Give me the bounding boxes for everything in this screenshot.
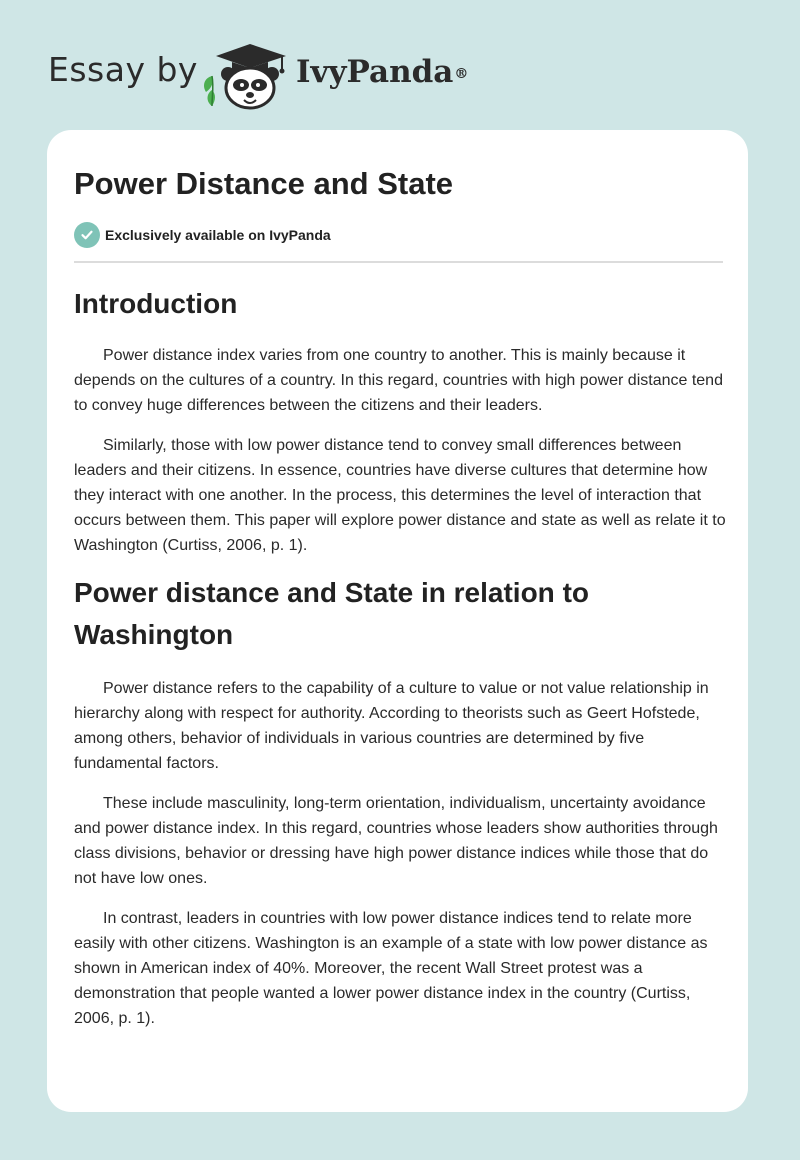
exclusive-badge xyxy=(74,222,331,248)
registered-mark: ® xyxy=(454,66,469,82)
article-body xyxy=(74,283,726,1031)
essay-card xyxy=(47,130,748,1112)
check-circle-icon xyxy=(74,222,100,248)
section-heading-power-distance: Power distance and State in relation to Washington xyxy=(74,577,589,650)
ivypanda-logo-icon[interactable] xyxy=(198,36,290,110)
paragraph: Similarly, those with low power distance tend to convey small differences between leaders and their citizens. In essence, countries have diverse cultures that determine how they interact with one another. In the process, this determines the level of interaction that occurs between them. This paper will explore power distance and state as well as relate it to Washington (Curtiss, 2006, p. 1). xyxy=(74,437,726,554)
section-heading-introduction: Introduction xyxy=(74,288,238,319)
paragraph: These include masculinity, long-term orientation, individualism, uncertainty avoidance and power distance index. In this regard, countries whose leaders show authorities through class divisions, behavior or dressing have high power distance indices while those that do not have low ones. xyxy=(74,795,718,887)
paragraph: Power distance refers to the capability of a culture to value or not value relationship in hierarchy along with respect for authority. According to theorists such as Geert Hofstede, among others, behavior of individuals in various countries are determined by five fundamental factors. xyxy=(74,680,709,772)
paragraph: In contrast, leaders in countries with low power distance indices tend to relate more easily with other citizens. Washington is an example of a state with low power distance as shown in American index of 40%. Moreover, the recent Wall Street protest was a demonstration that people wanted a lower power distance index in the country (Curtiss, 2006, p. 1). xyxy=(74,910,708,1027)
page-title: Power Distance and State xyxy=(74,166,454,201)
site-header xyxy=(0,0,800,130)
paragraph: Power distance index varies from one country to another. This is mainly because it depends on the cultures of a country. In this regard, countries with high power distance tend to convey huge differences between the citizens and their leaders. xyxy=(74,347,723,414)
divider xyxy=(74,261,723,263)
brand-name-text: IvyPanda xyxy=(296,54,454,90)
badge-label: Exclusively available on IvyPanda xyxy=(105,227,331,243)
essay-by-label: Essay by xyxy=(48,50,198,89)
brand-name[interactable] xyxy=(296,52,468,92)
